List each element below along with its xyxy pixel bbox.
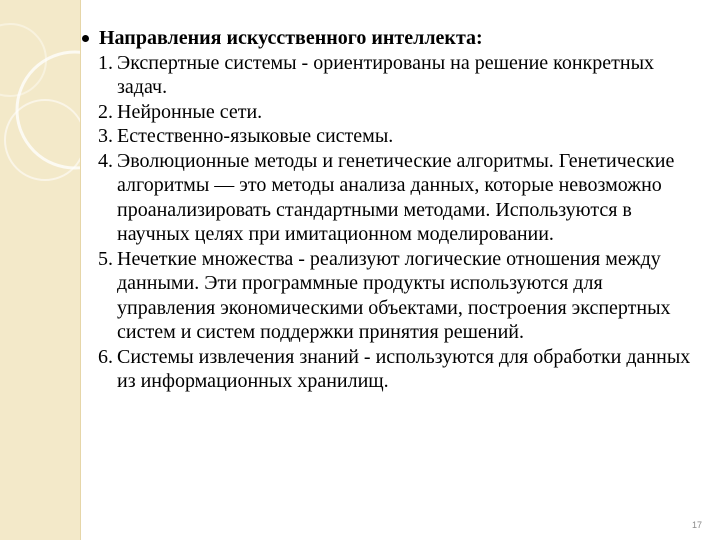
item-number: 3.	[98, 125, 113, 147]
list-item	[82, 247, 702, 345]
item-text: Нечеткие множества - реализуют логические отношения между данными. Эти программные продукты используются для управления экономическими объектами, построения экспертных систем и систем поддержки принятия решений.	[117, 247, 671, 343]
slide-heading: Направления искусственного интеллекта:	[99, 27, 483, 49]
slide-number: 17	[691, 520, 702, 530]
decorative-rings	[0, 0, 80, 540]
item-number: 4.	[98, 149, 113, 172]
directions-list	[82, 51, 702, 394]
item-text: Системы извлечения знаний - используются для обработки данных из информационных хранилищ.	[117, 345, 691, 392]
item-text: Естественно-языковые системы.	[117, 125, 394, 147]
list-item	[82, 345, 702, 394]
bullet-icon	[82, 35, 89, 42]
item-number: 5.	[98, 247, 113, 270]
list-item	[82, 149, 702, 247]
list-item	[82, 100, 702, 125]
item-number: 6.	[98, 345, 113, 368]
item-number: 2.	[98, 100, 113, 123]
item-text: Нейронные сети.	[117, 100, 263, 123]
slide-content	[82, 26, 702, 394]
item-number: 1.	[98, 51, 113, 74]
item-text: Экспертные системы - ориентированы на решение конкретных задач.	[117, 51, 655, 98]
item-text: Эволюционные методы и генетические алгоритмы. Генетические алгоритмы — это методы анализа данных, которые невозможно проанализировать стандартными методами. Используются в научных целях при имитационном моделировании.	[117, 149, 675, 245]
heading-row	[82, 26, 702, 51]
list-item	[82, 124, 702, 149]
decorative-sidebar	[0, 0, 81, 540]
list-item	[82, 51, 702, 100]
